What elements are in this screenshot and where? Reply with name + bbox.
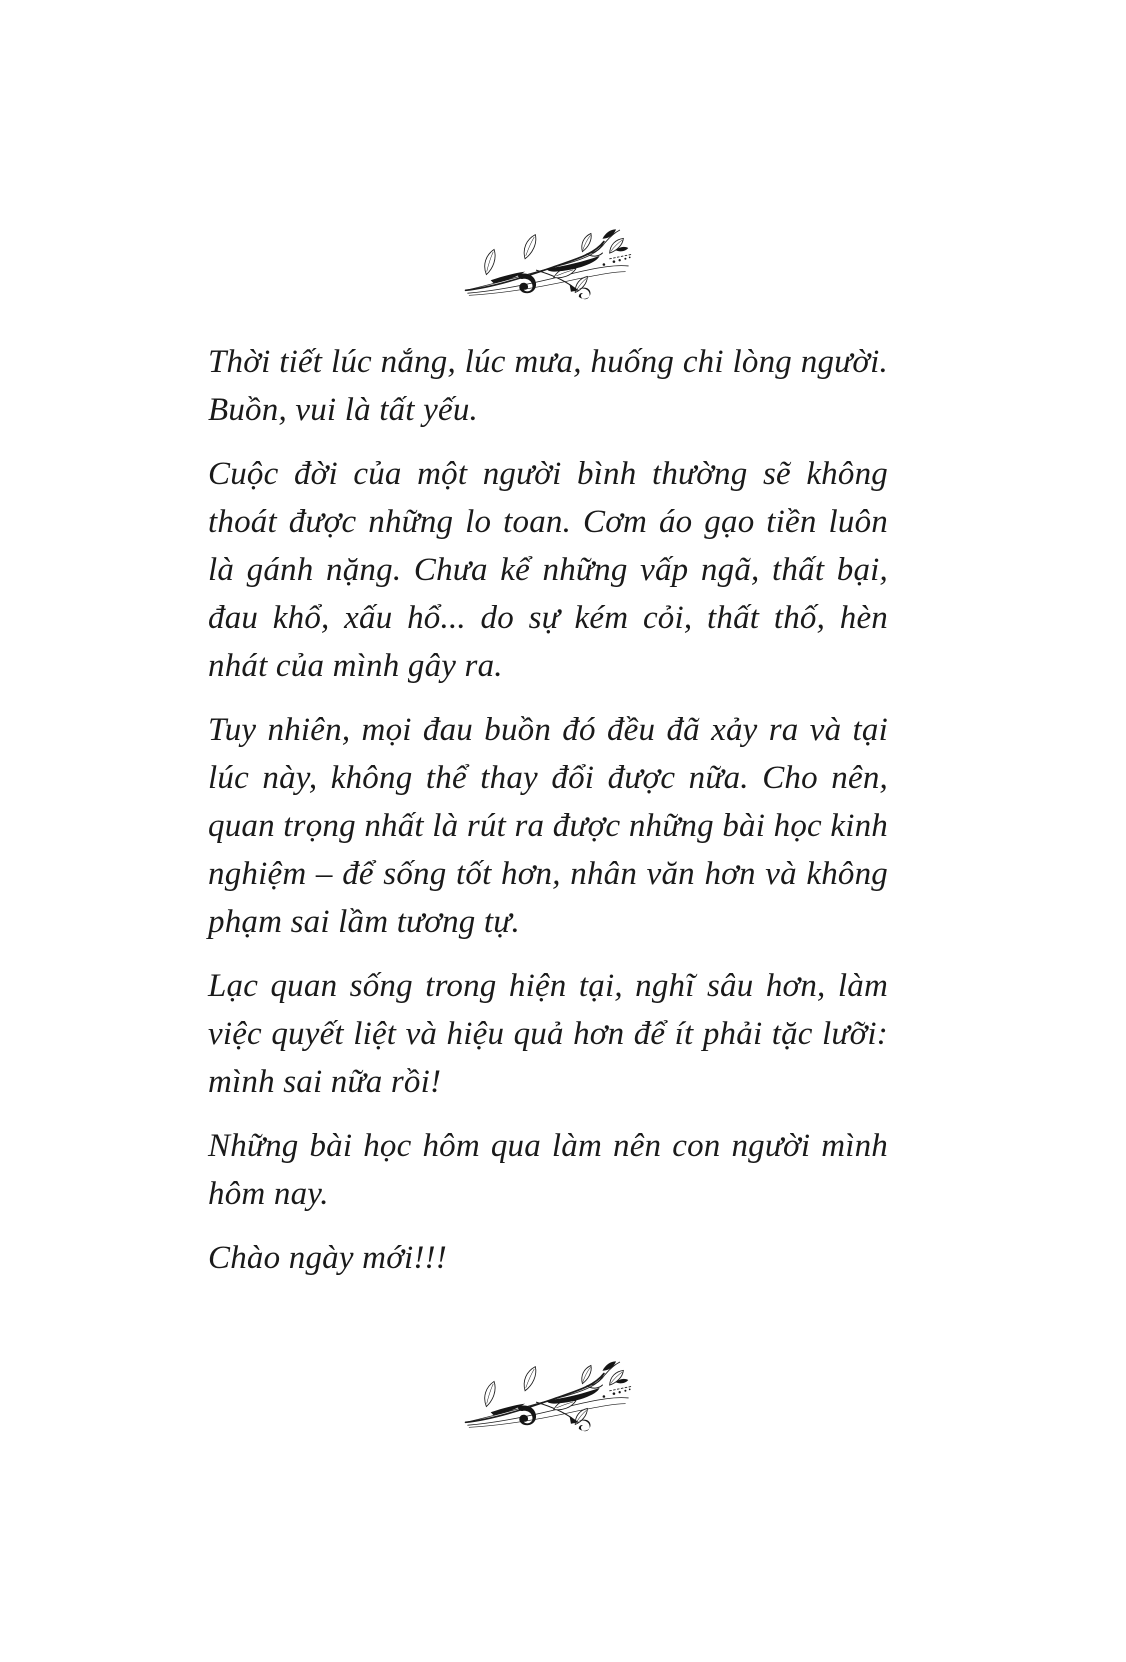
floral-flourish-icon [462,224,634,300]
floral-ornament-bottom [208,1298,888,1437]
floral-flourish-icon [462,1356,634,1432]
paragraph: Tuy nhiên, mọi đau buồn đó đều đã xảy ra và tại lúc này, không thể thay đổi được nữa. Cho nên, quan trọng nhất là rút ra được những bài học kinh nghiệm – để sống tốt hơn, nhân văn hơn và không phạm sai lầm tương tự. [208,712,888,940]
paragraph: Những bài học hôm qua làm nên con người mình hôm nay. [208,1128,888,1212]
paragraph: Lạc quan sống trong hiện tại, nghĩ sâu hơn, làm việc quyết liệt và hiệu quả hơn để ít phải tặc lưỡi: mình sai nữa rồi! [208,968,888,1100]
paragraph: Cuộc đời của một người bình thường sẽ không thoát được những lo toan. Cơm áo gạo tiền luôn là gánh nặng. Chưa kể những vấp ngã, thất bại, đau khổ, xấu hổ... do sự kém cỏi, thất thố, hèn nhát của mình gây ra. [208,456,888,684]
paragraph: Chào ngày mới!!! [208,1240,447,1276]
paragraph: Thời tiết lúc nắng, lúc mưa, huống chi lòng người. Buồn, vui là tất yếu. [208,344,888,428]
floral-ornament-top [208,0,888,305]
text-block [208,338,888,1282]
